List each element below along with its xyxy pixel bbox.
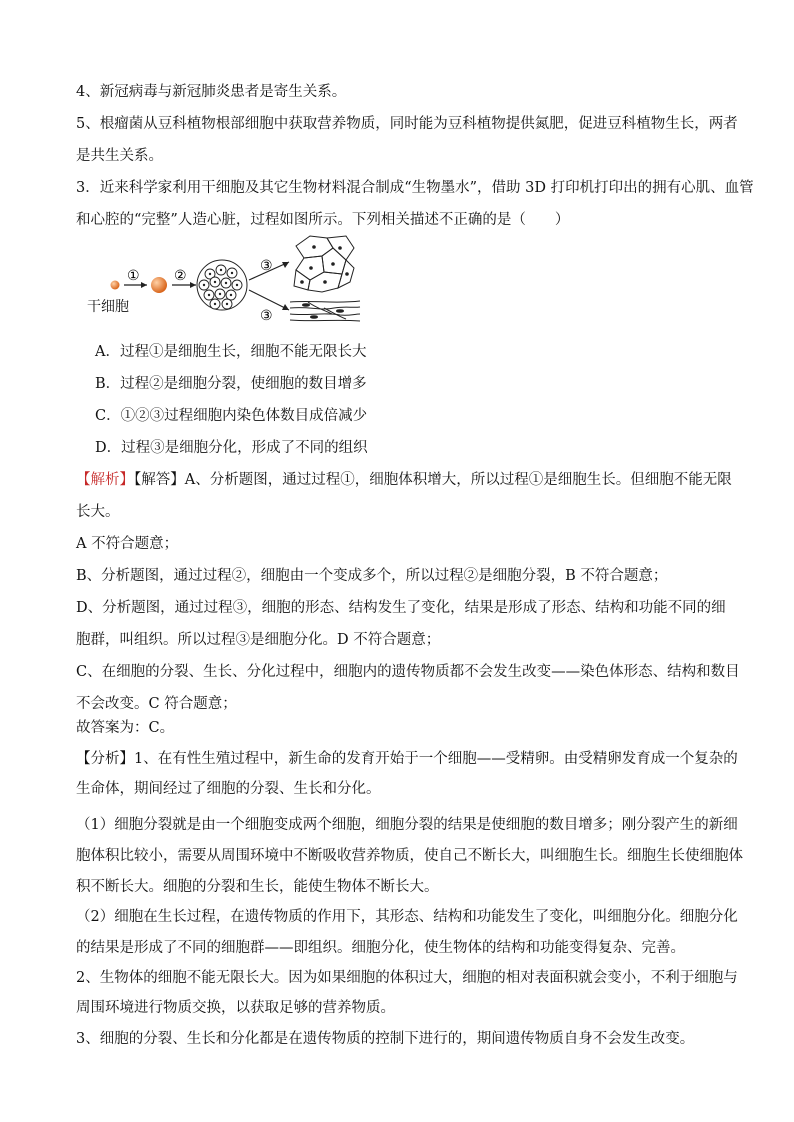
grown-cell <box>151 277 167 293</box>
tissue-polygonal-cells <box>294 236 354 292</box>
process-label-3-lower: ③ <box>260 308 273 324</box>
option-b: B．过程②是细胞分裂，使细胞的数目增多 <box>95 376 367 392</box>
process-label-1: ① <box>127 268 140 284</box>
text-line-5b: 是共生关系。 <box>76 148 163 164</box>
cell-cluster <box>197 260 247 310</box>
tissue-fiber-cells <box>290 301 360 321</box>
analysis-line-8: 不会改变。C 符合题意； <box>76 696 237 712</box>
question-3-line-1: 3．近来科学家利用干细胞及其它生物材料混合制成“生物墨水”，借助 3D 打印机打印出的拥有心肌、血管 <box>76 180 754 196</box>
option-d: D．过程③是细胞分化，形成了不同的组织 <box>95 440 368 456</box>
analysis-line-5: D、分析题图，通过过程③，细胞的形态、结构发生了变化，结果是形成了形态、结构和功能不同的细 <box>76 600 726 616</box>
explain-line-4: 胞体积比较小，需要从周围环境中不断吸收营养物质，使自己不断长大，叫细胞生长。细胞生长使细胞体 <box>76 848 743 864</box>
process-label-3-upper: ③ <box>260 258 273 274</box>
analysis-line-6: 胞群，叫组织。所以过程③是细胞分化。D 不符合题意； <box>76 632 441 648</box>
analysis-tag: 【解析】 <box>76 472 134 488</box>
explain-line-3: （1）细胞分裂就是由一个细胞变成两个细胞，细胞分裂的结果是使细胞的数目增多；刚分裂产生的新细 <box>76 817 738 833</box>
analysis-line-2: 长大。 <box>76 504 120 520</box>
text-line-5a: 5、根瘤菌从豆科植物根部细胞中获取营养物质，同时能为豆科植物提供氮肥，促进豆科植物生长，两者 <box>76 116 738 132</box>
analysis-line-1: 【解析】【解答】A、分析题图，通过过程①，细胞体积增大，所以过程①是细胞生长。但细胞不能无限 <box>76 472 732 488</box>
analysis-line-7: C、在细胞的分裂、生长、分化过程中，细胞内的遗传物质都不会发生改变——染色体形态、结构和数目 <box>76 664 740 680</box>
process-label-2: ② <box>174 268 187 284</box>
explain-line-1: 【分析】1、在有性生殖过程中，新生命的发育开始于一个细胞——受精卵。由受精卵发育成一个复杂的 <box>76 751 738 767</box>
explain-line-7: 的结果是形成了不同的细胞群——即组织。细胞分化，使生物体的结构和功能变得复杂、完善。 <box>76 940 685 956</box>
option-c: C．①②③过程细胞内染色体数目成倍减少 <box>95 408 368 424</box>
arrow-3-lower <box>249 290 289 310</box>
question-3-line-2: 和心腔的“完整”人造心脏，过程如图所示。下列相关描述不正确的是（ ） <box>76 212 570 228</box>
small-stem-cell <box>111 281 120 290</box>
explain-line-5: 积不断长大。细胞的分裂和生长，能使生物体不断长大。 <box>76 879 439 895</box>
answer-line: 故答案为：C。 <box>76 720 175 736</box>
option-a: A．过程①是细胞生长，细胞不能无限长大 <box>95 344 367 360</box>
explain-line-2: 生命体，期间经过了细胞的分裂、生长和分化。 <box>76 781 381 797</box>
explain-line-6: （2）细胞在生长过程，在遗传物质的作用下，其形态、结构和功能发生了变化，叫细胞分化。细胞分化 <box>76 909 738 925</box>
analysis-line-3: A 不符合题意； <box>76 536 179 552</box>
explain-line-9: 周围环境进行物质交换，以获取足够的营养物质。 <box>76 1000 395 1016</box>
analysis-line-4: B、分析题图，通过过程②，细胞由一个变成多个，所以过程②是细胞分裂，B 不符合题意； <box>76 568 668 584</box>
explain-line-8: 2、生物体的细胞不能无限长大。因为如果细胞的体积过大，细胞的相对表面积就会变小，不利于细胞与 <box>76 970 738 986</box>
text-line-4: 4、新冠病毒与新冠肺炎患者是寄生关系。 <box>76 84 347 100</box>
explain-line-10: 3、细胞的分裂、生长和分化都是在遗传物质的控制下进行的，期间遗传物质自身不会发生改变。 <box>76 1031 695 1047</box>
stem-cell-caption: 干细胞 <box>87 299 129 315</box>
